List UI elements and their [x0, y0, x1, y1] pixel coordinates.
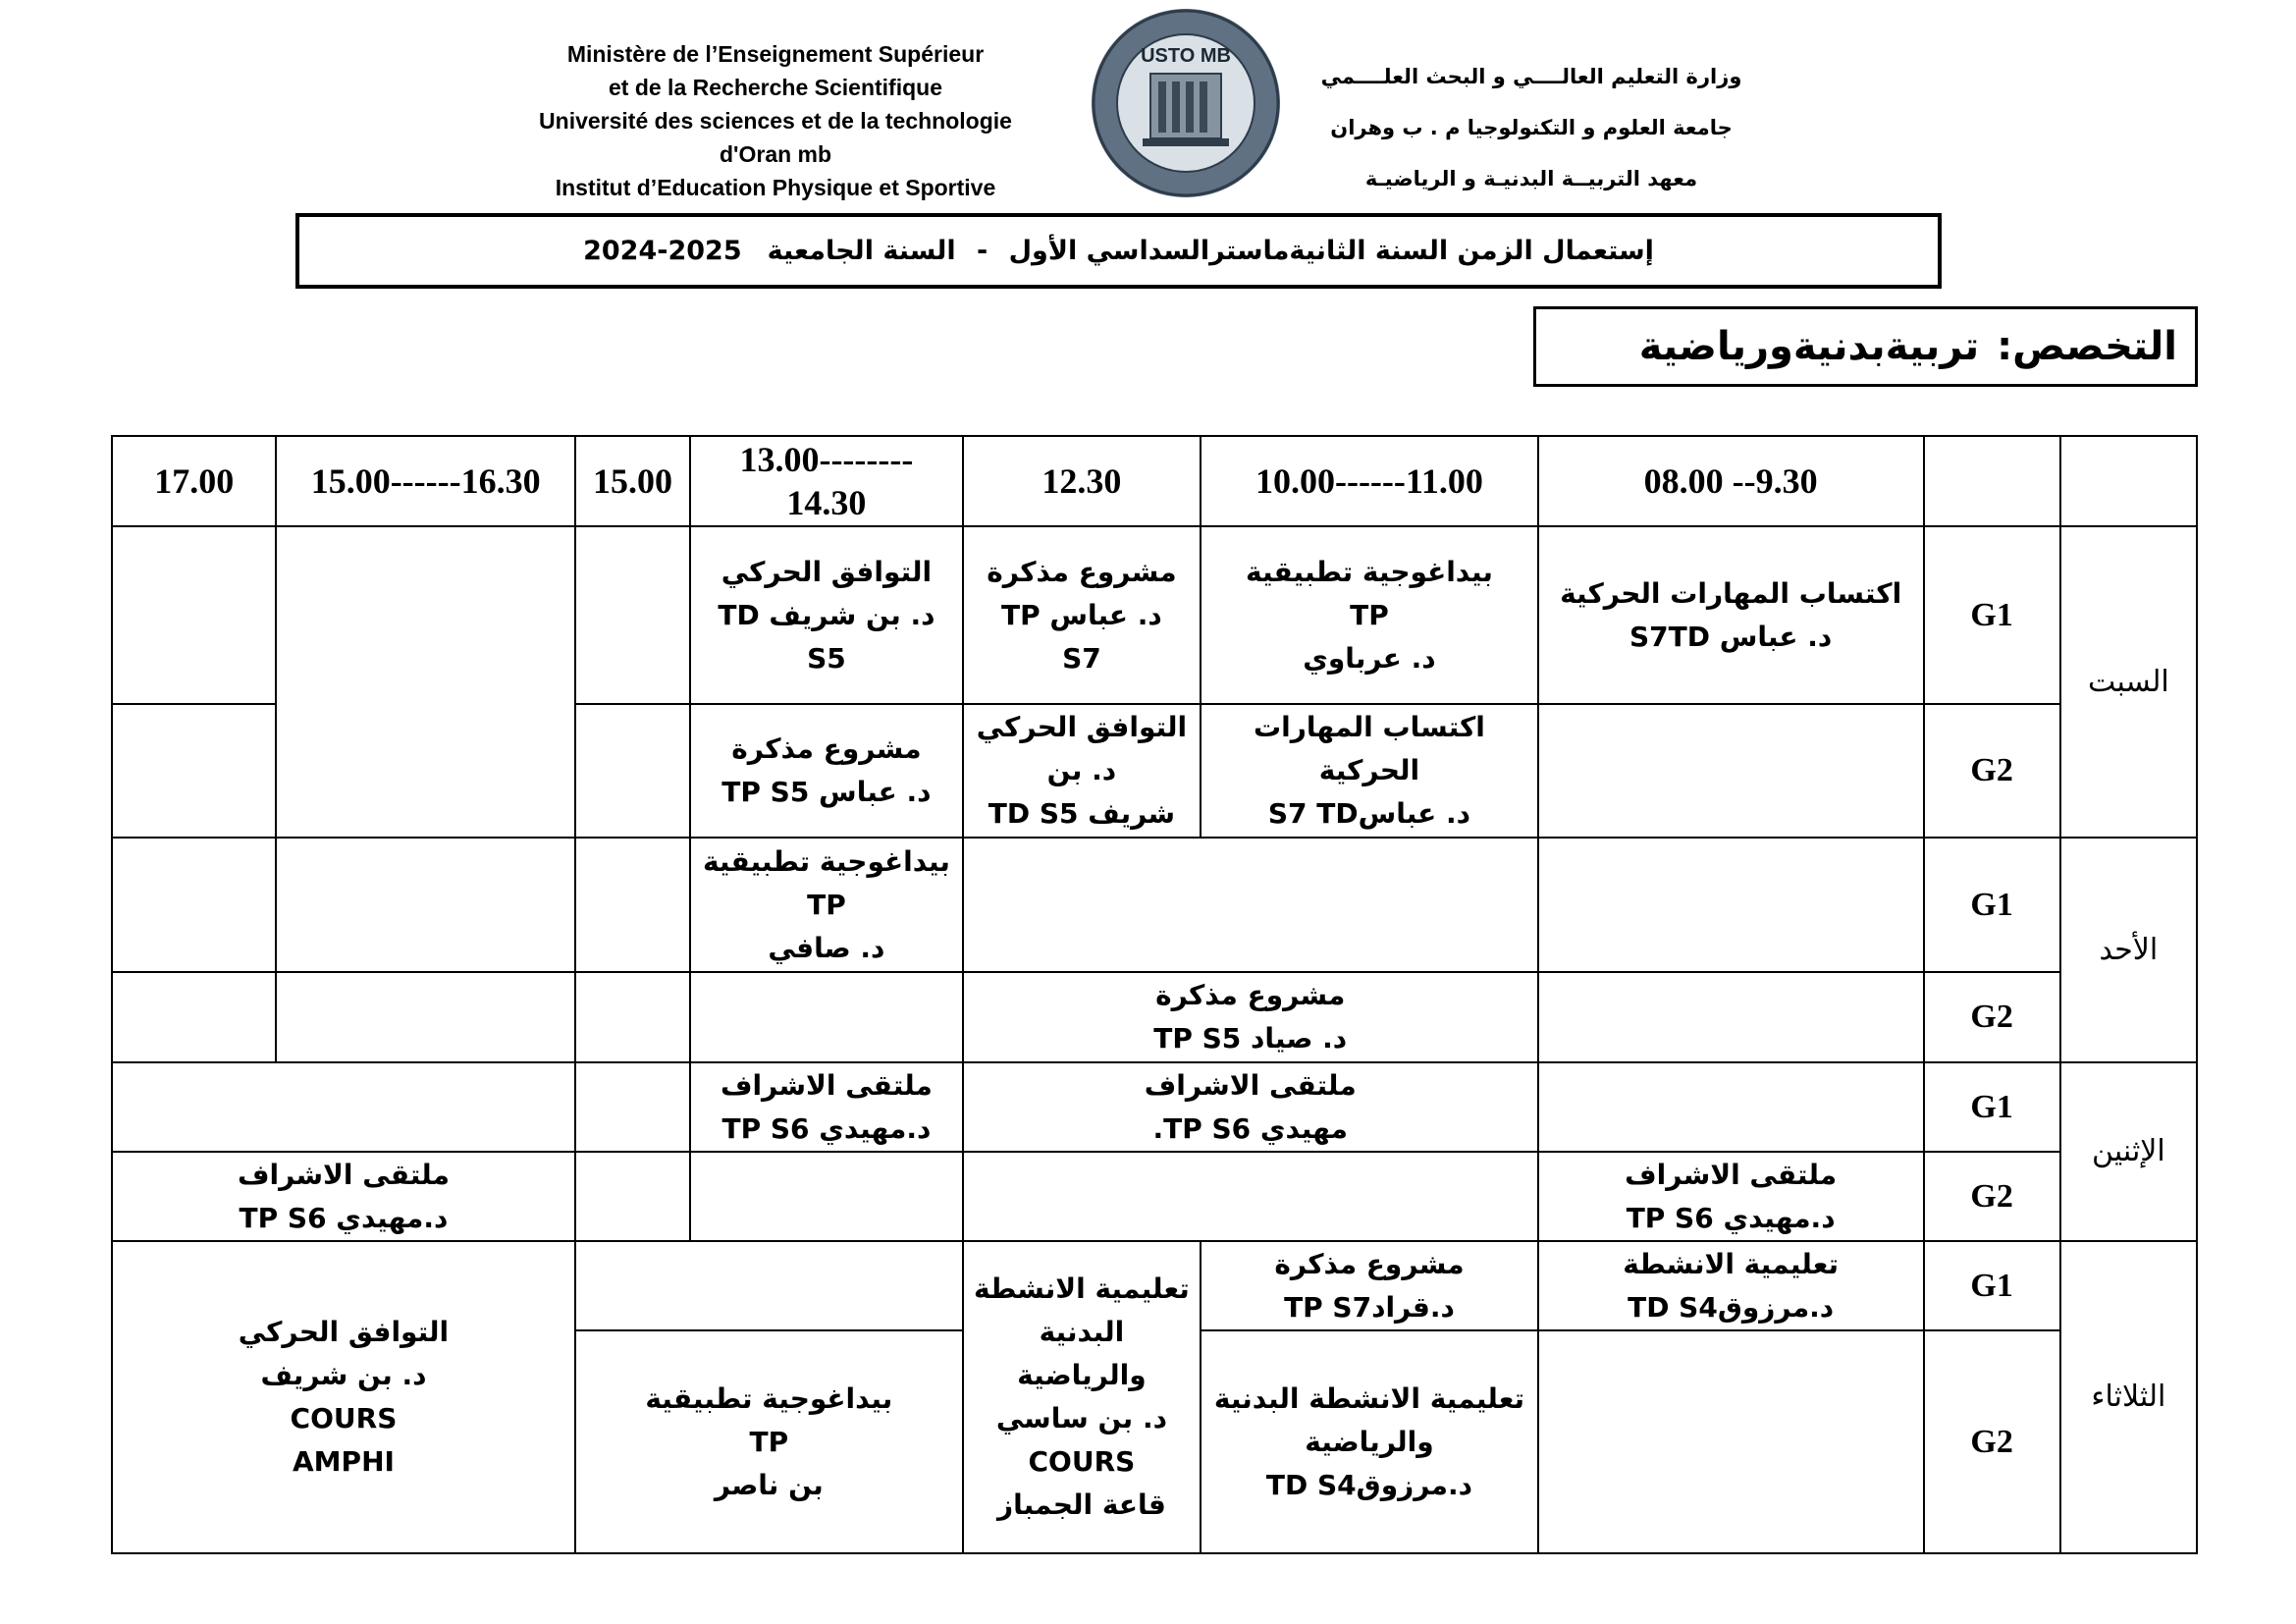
time-slot: 10.00------11.00 — [1201, 436, 1538, 526]
empty-cell — [575, 972, 690, 1062]
day-monday: الإثنين — [2060, 1062, 2197, 1241]
session-cell: تعليمية الانشطة البدنية والرياضية د. بن ساسي COURS قاعة الجمباز — [963, 1241, 1201, 1553]
row-sunday-g1 — [112, 838, 2197, 972]
empty-cell — [1538, 704, 1924, 838]
header-fr-line: Ministère de l’Enseignement Supérieur — [566, 41, 985, 67]
session-cell: اكتساب المهارات الحركية د. عباسS7 TD — [1201, 704, 1538, 838]
empty-cell — [276, 526, 575, 838]
session-cell: ملتقى الاشراف مهيدي TP S6. — [963, 1062, 1538, 1152]
time-slot: 15.00 — [575, 436, 690, 526]
group-label: G1 — [1924, 1062, 2060, 1152]
header-fr-line: Institut d’Education Physique et Sportive — [555, 175, 996, 200]
time-slot: 08.00 --9.30 — [1538, 436, 1924, 526]
group-label: G1 — [1924, 838, 2060, 972]
title-dash: - — [977, 236, 988, 266]
row-saturday-g1 — [112, 526, 2197, 704]
session-cell: التوافق الحركي د. بن شريف TD S5 — [690, 526, 963, 704]
session-cell: بيداغوجية تطبيقية TP د. صافي — [690, 838, 963, 972]
session-cell: تعليمية الانشطة البدنية والرياضية د.مرزوقTD S4 — [1201, 1330, 1538, 1553]
header-ar-line: وزارة التعليم العالــــي و البحث العلــــمي — [1320, 65, 1742, 88]
schedule-title — [295, 213, 1942, 289]
session-cell: مشروع مذكرة د. عباس TP S5 — [690, 704, 963, 838]
day-saturday: السبت — [2060, 526, 2197, 838]
group-label: G2 — [1924, 1330, 2060, 1553]
group-label: G2 — [1924, 972, 2060, 1062]
header-french — [510, 37, 1041, 204]
row-sunday-g2 — [112, 972, 2197, 1062]
empty-cell — [112, 972, 276, 1062]
time-slot: 12.30 — [963, 436, 1201, 526]
title-part2: السنة الجامعية — [767, 236, 956, 266]
empty-cell — [276, 838, 575, 972]
session-cell: مشروع مذكرة د. صياد TP S5 — [963, 972, 1538, 1062]
session-cell: ملتقى الاشراف د.مهيدي TP S6 — [690, 1062, 963, 1152]
empty-cell — [575, 1241, 963, 1330]
university-logo — [1088, 5, 1284, 201]
corner-cell — [2060, 436, 2197, 526]
row-monday-g1 — [112, 1062, 2197, 1152]
header-arabic — [1296, 51, 1767, 204]
empty-cell — [112, 1062, 575, 1152]
session-cell: مشروع مذكرة د.قرادTP S7 — [1201, 1241, 1538, 1330]
empty-cell — [575, 704, 690, 838]
session-cell: مشروع مذكرة د. عباس TP S7 — [963, 526, 1201, 704]
empty-cell — [1538, 1062, 1924, 1152]
session-cell: اكتساب المهارات الحركية د. عباس S7TD — [1538, 526, 1924, 704]
time-slot: 17.00 — [112, 436, 276, 526]
empty-cell — [690, 972, 963, 1062]
time-slot: 15.00------16.30 — [276, 436, 575, 526]
header-ar-line: معهد التربيــة البدنيـة و الرياضيـة — [1364, 167, 1698, 190]
time-slot: 13.00-------- 14.30 — [690, 436, 963, 526]
time-header-row — [112, 436, 2197, 526]
header-fr-line: d'Oran mb — [719, 141, 832, 167]
empty-cell — [112, 704, 276, 838]
day-sunday: الأحد — [2060, 838, 2197, 1062]
day-tuesday: الثلاثاء — [2060, 1241, 2197, 1553]
session-cell: بيداغوجية تطبيقية TP بن ناصر — [575, 1330, 963, 1553]
group-label: G1 — [1924, 526, 2060, 704]
session-cell: ملتقى الاشراف د.مهيدي TP S6 — [1538, 1152, 1924, 1241]
empty-cell — [690, 1152, 963, 1241]
group-label: G1 — [1924, 1241, 2060, 1330]
timetable — [111, 435, 2198, 1554]
group-label: G2 — [1924, 704, 2060, 838]
logo-text: USTO MB — [1141, 45, 1231, 67]
empty-cell — [963, 838, 1538, 972]
header-ar-line: جامعة العلوم و التكنولوجيا م . ب وهران — [1330, 116, 1733, 139]
specialty-label: التخصص: — [1997, 324, 2177, 369]
empty-cell — [1538, 1330, 1924, 1553]
empty-cell — [276, 972, 575, 1062]
empty-cell — [1538, 972, 1924, 1062]
empty-cell — [112, 838, 276, 972]
session-cell: تعليمية الانشطة د.مرزوقTD S4 — [1538, 1241, 1924, 1330]
title-part1: إستعمال الزمن السنة الثانيةماستر‌السداسي الأول — [1008, 236, 1654, 266]
empty-cell — [1538, 838, 1924, 972]
group-label: G2 — [1924, 1152, 2060, 1241]
row-tuesday-g1 — [112, 1241, 2197, 1330]
empty-cell — [575, 1062, 690, 1152]
header-fr-line: Université des sciences et de la technologie — [539, 108, 1012, 134]
session-cell: التوافق الحركي د. بن شريف COURS AMPHI — [112, 1241, 575, 1553]
header-fr-line: et de la Recherche Scientifique — [608, 75, 942, 100]
empty-cell — [575, 1152, 690, 1241]
empty-cell — [112, 526, 276, 704]
title-year: 2024-2025 — [583, 236, 742, 266]
specialty-box — [1533, 306, 2198, 387]
row-monday-g2 — [112, 1152, 2197, 1241]
session-cell: التوافق الحركي د. بن شريف TD S5 — [963, 704, 1201, 838]
empty-cell — [575, 838, 690, 972]
specialty-value: تربيةبدنيةورياضية — [1638, 324, 1980, 369]
corner-cell — [1924, 436, 2060, 526]
session-cell: ملتقى الاشراف د.مهيدي TP S6 — [112, 1152, 575, 1241]
empty-cell — [963, 1152, 1538, 1241]
empty-cell — [575, 526, 690, 704]
session-cell: بيداغوجية تطبيقية TP د. عرباوي — [1201, 526, 1538, 704]
